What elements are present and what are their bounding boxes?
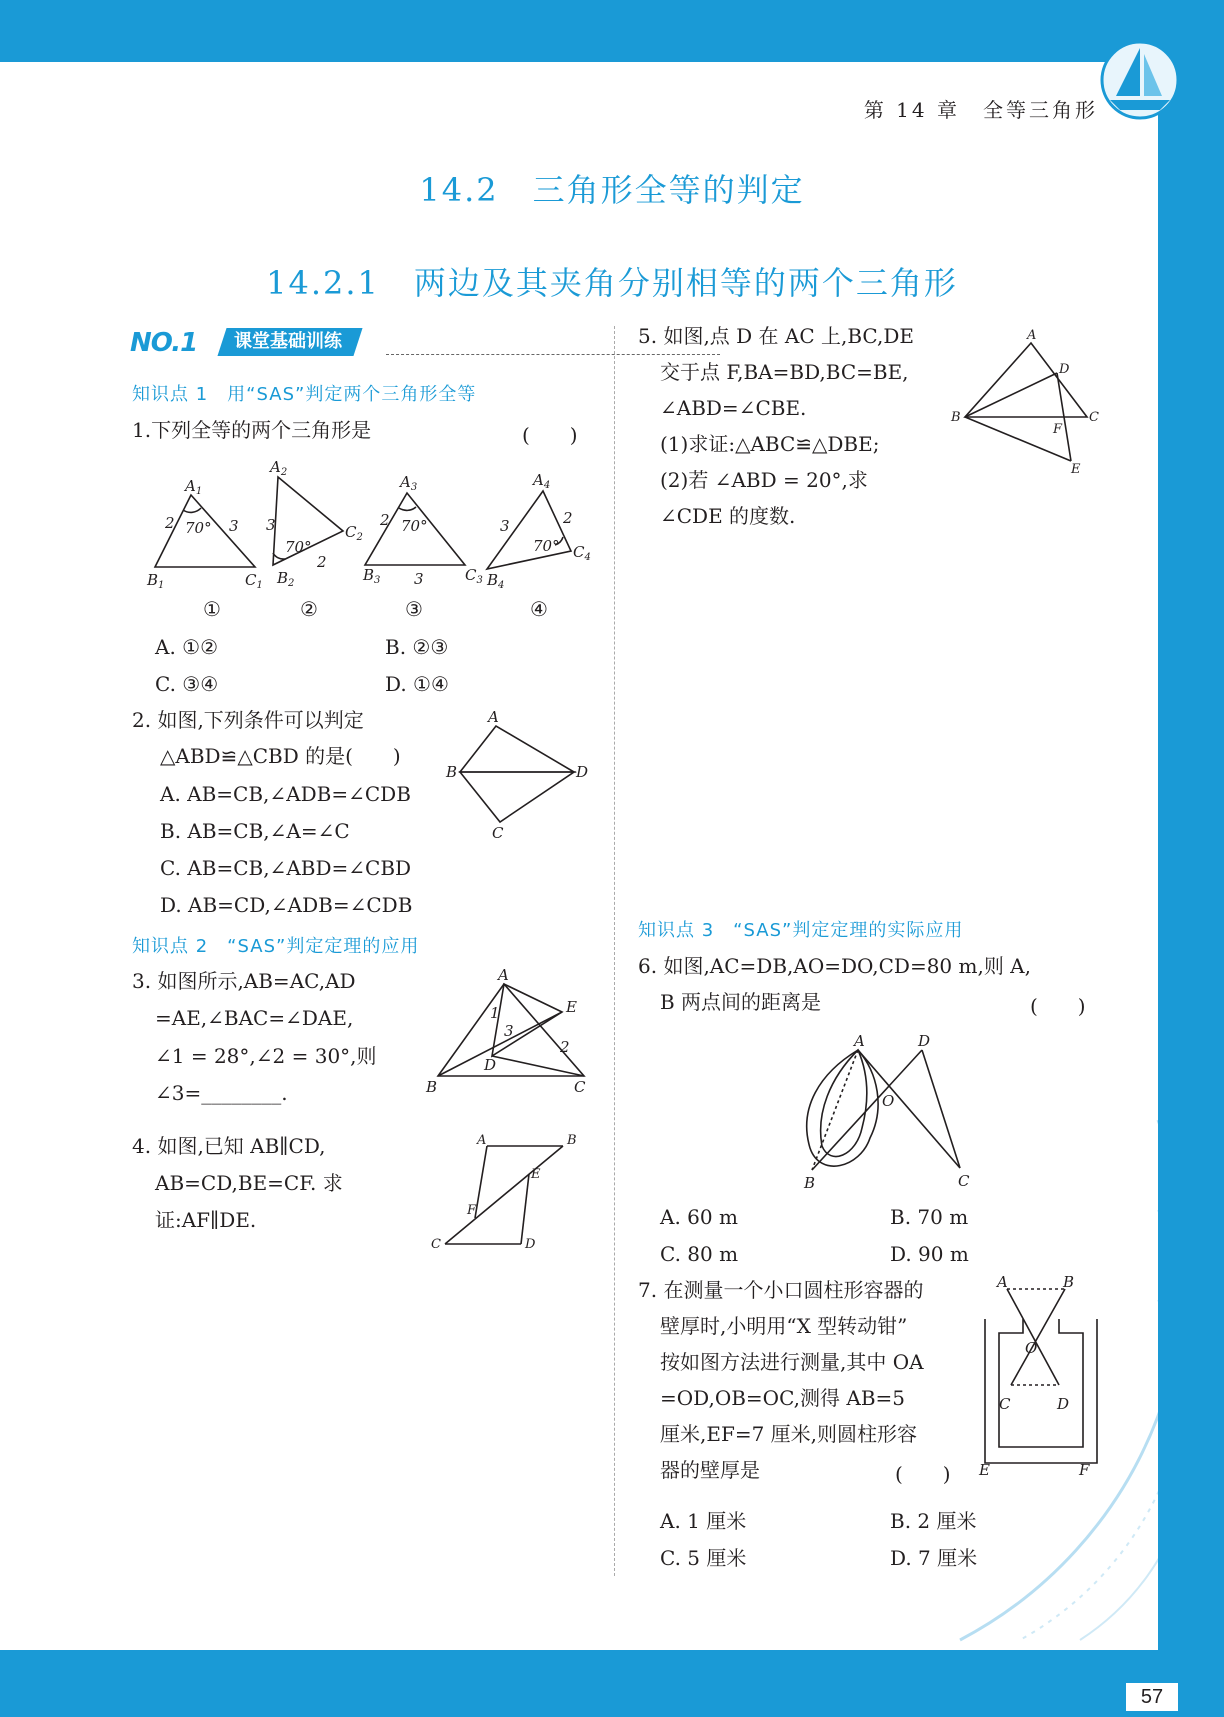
q7-figure (975, 1275, 1100, 1475)
q6-option-c: C. 80 m (660, 1242, 739, 1266)
svg-text:A: A (997, 1275, 1008, 1291)
q2-option-c: C. AB=CB,∠ABD=∠CBD (160, 856, 412, 880)
q1-fig-label-1: ① (203, 597, 221, 621)
sailboat-logo-icon (1098, 38, 1180, 120)
subsection-title: 14.2.1 两边及其夹角分别相等的两个三角形 (266, 264, 958, 302)
bottom-banner (0, 1650, 1224, 1717)
svg-text:3: 3 (500, 517, 510, 535)
svg-text:D: D (484, 1056, 497, 1074)
q7-option-b: B. 2 厘米 (890, 1509, 977, 1533)
svg-text:A2: $A_2$ (270, 458, 288, 478)
svg-text:C: C (958, 1172, 970, 1190)
q7-line-3: 按如图方法进行测量,其中 OA (660, 1350, 924, 1374)
q1-fig-label-3: ③ (405, 597, 423, 621)
svg-text:D: D (1059, 362, 1070, 377)
q1-option-c: C. ③④ (155, 672, 219, 696)
q4-figure (425, 1130, 590, 1252)
svg-text:2: 2 (563, 509, 573, 527)
q6-figure (790, 1028, 980, 1198)
q7-option-c: C. 5 厘米 (660, 1546, 747, 1570)
q4-line-2: AB=CD,BE=CF. 求 (155, 1171, 343, 1195)
svg-text:70°: 70° (285, 538, 312, 556)
q5-line-3: ∠ABD=∠CBE. (660, 396, 807, 420)
svg-text:D: D (918, 1032, 931, 1050)
svg-text:B: B (567, 1133, 577, 1148)
q3-figure (420, 968, 600, 1103)
svg-text:B1: $B_1$ (147, 571, 165, 590)
svg-text:2: 2 (560, 1038, 570, 1056)
q1-triangles-figure (145, 455, 605, 590)
svg-text:A1: $A_1$ (185, 477, 203, 497)
svg-text:B: B (426, 1078, 438, 1096)
q7-line-2: 壁厚时,小明用“X 型转动钳” (660, 1314, 908, 1338)
q1-stem: 1.下列全等的两个三角形是 (132, 418, 372, 442)
svg-text:70°: 70° (533, 537, 560, 555)
knowledge-point-1: 知识点 1 用“SAS”判定两个三角形全等 (132, 384, 477, 405)
page-number: 57 (1126, 1683, 1178, 1711)
svg-text:C: C (999, 1395, 1011, 1413)
svg-text:1: 1 (490, 1004, 500, 1022)
svg-text:A: A (498, 968, 509, 984)
q1-fig-label-2: ② (300, 597, 318, 621)
q3-line-1: 3. 如图所示,AB=AC,AD (132, 969, 356, 993)
q7-line-1: 7. 在测量一个小口圆柱形容器的 (638, 1278, 924, 1302)
svg-text:O: O (882, 1092, 895, 1110)
section-badge (130, 328, 590, 358)
svg-text:E: E (566, 998, 577, 1016)
q1-option-b: B. ②③ (385, 635, 449, 659)
svg-text:A: A (488, 710, 499, 726)
q3-line-4: ∠3=________. (155, 1081, 288, 1105)
svg-text:C: C (492, 824, 504, 842)
q7-answer-paren: ( ) (895, 1462, 951, 1486)
q7-line-4: =OD,OB=OC,测得 AB=5 (660, 1386, 906, 1410)
svg-text:F: F (467, 1203, 477, 1218)
svg-text:A: A (1027, 328, 1037, 343)
top-banner (0, 0, 1224, 62)
svg-text:C: C (431, 1237, 441, 1252)
q1-option-d: D. ①④ (385, 672, 449, 696)
svg-text:D: D (576, 763, 589, 781)
svg-text:E: E (1071, 462, 1081, 475)
svg-text:2: 2 (380, 511, 390, 529)
svg-text:F: F (1079, 1461, 1090, 1475)
svg-text:D: D (525, 1237, 536, 1252)
svg-text:2: 2 (317, 553, 327, 571)
q2-option-d: D. AB=CD,∠ADB=∠CDB (160, 893, 413, 917)
knowledge-point-3: 知识点 3 “SAS”判定定理的实际应用 (638, 920, 964, 941)
q7-line-6: 器的壁厚是 (660, 1458, 760, 1482)
svg-text:B2: $B_2$ (277, 569, 295, 589)
section-title: 14.2 三角形全等的判定 (419, 171, 805, 209)
q2-figure (440, 710, 600, 845)
svg-text:2: 2 (165, 514, 175, 532)
q1-option-a: A. ①② (155, 635, 219, 659)
svg-text:B: B (804, 1174, 816, 1192)
q7-option-a: A. 1 厘米 (660, 1509, 747, 1533)
knowledge-point-2: 知识点 2 “SAS”判定定理的应用 (132, 936, 420, 957)
q6-option-d: D. 90 m (890, 1242, 969, 1266)
q3-line-2: =AE,∠BAC=∠DAE, (155, 1006, 354, 1030)
q2-line-2: △ABD≌△CBD 的是( ) (160, 744, 401, 768)
chapter-header: 第 14 章 全等三角形 (863, 98, 1098, 122)
svg-text:70°: 70° (401, 517, 428, 535)
svg-text:A4: $A_4$ (533, 471, 551, 491)
q4-line-1: 4. 如图,已知 AB∥CD, (132, 1134, 326, 1158)
svg-text:B3: $B_3$ (363, 566, 381, 586)
q1-fig-label-4: ④ (530, 597, 548, 621)
svg-text:A: A (854, 1032, 865, 1050)
svg-text:B: B (951, 410, 961, 425)
q5-line-5: (2)若 ∠ABD = 20°,求 (660, 468, 868, 492)
q5-line-2: 交于点 F,BA=BD,BC=BE, (660, 360, 909, 384)
svg-text:E: E (979, 1461, 990, 1475)
q7-option-d: D. 7 厘米 (890, 1546, 978, 1570)
svg-text:F: F (1053, 422, 1063, 437)
q2-option-b: B. AB=CB,∠A=∠C (160, 819, 350, 843)
q4-line-3: 证:AF∥DE. (155, 1208, 257, 1232)
q5-line-6: ∠CDE 的度数. (660, 504, 796, 528)
q5-line-1: 5. 如图,点 D 在 AC 上,BC,DE (638, 324, 915, 348)
svg-text:B: B (1063, 1275, 1075, 1291)
svg-text:3: 3 (266, 516, 276, 534)
q5-figure (945, 325, 1100, 475)
q6-option-b: B. 70 m (890, 1205, 969, 1229)
q6-answer-paren: ( ) (1030, 994, 1086, 1018)
svg-text:C3: $C_3$ (465, 566, 483, 586)
svg-text:3: 3 (504, 1022, 514, 1040)
svg-text:O: O (1025, 1339, 1038, 1357)
badge-label-box (217, 328, 362, 356)
q3-line-3: ∠1 = 28°,∠2 = 30°,则 (155, 1044, 377, 1068)
svg-text:D: D (1057, 1395, 1070, 1413)
svg-text:C2: $C_2$ (345, 523, 363, 543)
column-divider (614, 326, 615, 1576)
q2-line-1: 2. 如图,下列条件可以判定 (132, 708, 364, 732)
svg-text:3: 3 (229, 517, 239, 535)
q5-line-4: (1)求证:△ABC≌△DBE; (660, 432, 880, 456)
svg-text:A3: $A_3$ (400, 473, 418, 493)
svg-text:A: A (477, 1133, 487, 1148)
svg-text:C: C (574, 1078, 586, 1096)
q2-option-a: A. AB=CB,∠ADB=∠CDB (160, 782, 411, 806)
q7-line-5: 厘米,EF=7 厘米,则圆柱形容 (660, 1422, 918, 1446)
q6-line-2: B 两点间的距离是 (660, 990, 822, 1014)
badge-number: NO.1 (130, 328, 198, 358)
svg-text:E: E (531, 1167, 541, 1182)
svg-text:B4: $B_4$ (487, 571, 505, 590)
q6-option-a: A. 60 m (660, 1205, 738, 1229)
svg-text:70°: 70° (185, 519, 212, 537)
q6-line-1: 6. 如图,AC=DB,AO=DO,CD=80 m,则 A, (638, 954, 1031, 978)
svg-text:B: B (446, 763, 458, 781)
q1-answer-paren: ( ) (522, 423, 578, 447)
svg-text:C: C (1089, 410, 1099, 425)
svg-text:3: 3 (414, 570, 424, 588)
svg-text:C4: $C_4$ (573, 543, 591, 563)
svg-text:C1: $C_1$ (245, 571, 263, 590)
badge-label: 课堂基础训练 (234, 331, 342, 352)
